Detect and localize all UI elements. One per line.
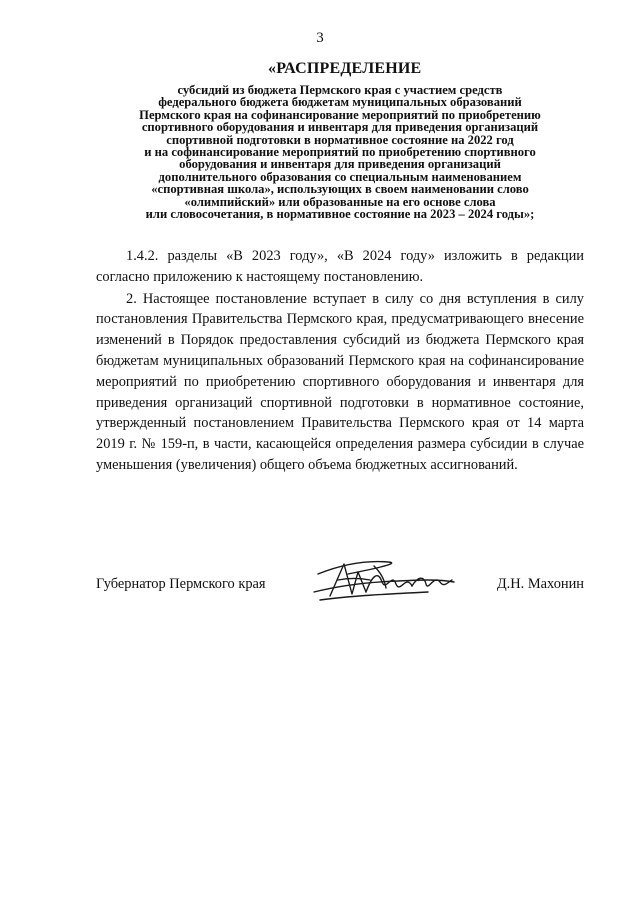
document-body xyxy=(96,246,584,476)
subtitle-line: Пермского края на софинансирование мероприятий по приобретению xyxy=(139,107,541,122)
signature-block xyxy=(96,572,584,602)
subtitle-line: федерального бюджета бюджетам муниципальных образований xyxy=(158,95,522,110)
subtitle-line: субсидий из бюджета Пермского края с участием средств xyxy=(177,83,503,97)
signatory-position: Губернатор Пермского края xyxy=(96,576,266,592)
subtitle-line: «олимпийский» или образованные на его основе слова xyxy=(184,194,496,209)
subtitle-line: оборудования и инвентаря для приведения организаций xyxy=(179,157,501,172)
document-title: «РАСПРЕДЕЛЕНИЕ xyxy=(268,60,422,77)
subtitle-line: «спортивная школа», использующих в своем наименовании слово xyxy=(151,182,529,197)
signatory-name: Д.Н. Махонин xyxy=(496,576,584,592)
subtitle-line: спортивной подготовки в нормативное состояние на 2022 год xyxy=(166,132,514,147)
handwritten-signature xyxy=(308,552,458,608)
subtitle-line: спортивного оборудования и инвентаря для приведения организаций xyxy=(141,120,539,135)
subtitle-line: дополнительного образования со специальным наименованием xyxy=(158,169,522,184)
subtitle-line: и на софинансирование мероприятий по приобретению спортивного xyxy=(144,145,536,160)
paragraph-2-effective-date: 2. Настоящее постановление вступает в силу со дня вступления в силу постановления Правительства Пермского края, предусматривающего внесение изменений в Порядок предоставления субсидий из бюджета Пермского края бюджетам муниципальных образований Пермского края на софинансирование мероприятий по приобретению спортивного оборудования и инвентаря для приведения организаций спортивной подготовки в нормативное состояние, утвержденный постановлением Правительства Пермского края от 14 марта 2019 г. № 159-п, в части, касающейся определения размера субсидии в случае уменьшения (увеличения) общего объема бюджетных ассигнований. xyxy=(96,290,584,473)
subtitle-line: или словосочетания, в нормативное состояние на 2023 – 2024 годы»; xyxy=(145,207,535,222)
paragraph-1-4-2: 1.4.2. разделы «В 2023 году», «В 2024 году» изложить в редакции согласно приложению к настоящему постановлению. xyxy=(96,248,584,285)
document-subtitle xyxy=(90,84,590,220)
page-number: 3 xyxy=(316,30,324,46)
